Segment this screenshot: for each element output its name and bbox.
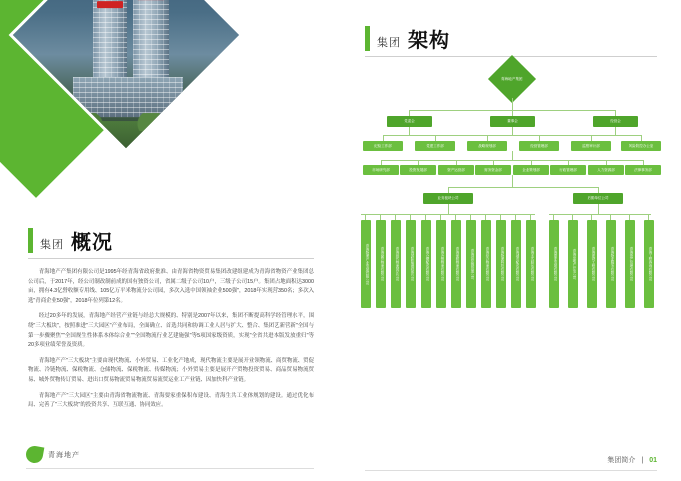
left-page: [0, 0, 340, 481]
connector: [615, 127, 616, 135]
footer-section-label: 集团简介: [607, 457, 636, 464]
connector: [549, 214, 651, 215]
org-subsidiary: 青海商贸物流有限公司: [376, 220, 386, 308]
sign-left: [97, 1, 123, 8]
footer-separator: |: [641, 456, 644, 464]
org-subsidiary: 青海房地产开发公司: [568, 220, 578, 308]
org-node-level4: 行政管理部: [550, 165, 586, 175]
paragraph-1: 青海地产产集团有限公司是1995年经青海省政府批准、由青海省物资贸易集团改建组建成为青海省物资产业集团总公司后，于2017年，经公司制改制前成的国有独资公司，省属二级子公司10户，三级子公司15户。集团占地面积达3000亩，拥有4.3亿營收额专用线、105亿万平米物流分公司园，多次入选中国领袖企业500强"，2018年实现营350名；多次入选"青商企业50强"，2018年位列第12名。: [28, 269, 314, 304]
org-subsidiary: 青海仓储配送有限公司: [421, 220, 431, 308]
org-subsidiary: 青海物流科技有限公司: [496, 220, 506, 308]
podium: [73, 77, 183, 117]
page-number: 01: [649, 456, 657, 464]
leaf-icon: [25, 445, 45, 465]
org-node-level2: 经营会: [593, 116, 638, 127]
org-node-level4: 财务资金部: [475, 165, 511, 175]
org-subsidiary: 青海保税物流有限公司: [451, 220, 461, 308]
org-subsidiary: 青海物流产业发展有限公司: [361, 220, 371, 308]
section-heading-overview: [28, 228, 113, 253]
heading-rule: [28, 258, 314, 259]
org-node-level3: 党建工作部: [415, 141, 455, 151]
connector: [448, 187, 598, 188]
right-footer-rule: [365, 470, 657, 471]
connector: [598, 204, 599, 214]
org-node-level4: 投资发展部: [400, 165, 436, 175]
heading-big-text: 概况: [71, 232, 113, 254]
org-subsidiary: 青海综合物流有限公司: [481, 220, 491, 308]
org-root: 青海地产集团: [488, 55, 536, 103]
section-heading-structure: [365, 26, 450, 51]
connector: [409, 127, 410, 135]
org-node-level3: 风险防控办公室: [621, 141, 661, 151]
right-page: [341, 0, 681, 481]
footer-logo: [26, 446, 80, 463]
connector: [512, 151, 513, 160]
connector: [512, 175, 513, 187]
connector: [361, 214, 535, 215]
org-node-level4: 企业策划部: [513, 165, 549, 175]
paragraph-2: 经过20多年的发展，青海地产经营产业链与经总大规模的、特别是2007年以来，集团不断提高科学经管理水平，围绕"三大板块"，按照准进"三大园区"产业布局，全面确立、首选共同和协调工业人居与扩大、整合、集团艺新营新"全国与第一步骤聚焦""全国规生性体系本体综合业""全国物流行业艺建施强"等5项国家级资质，实现"全省共进本版发放重归"等20多项业绩荣誉及资质。: [28, 313, 314, 349]
heading-small-text: 集团: [40, 239, 64, 251]
org-node-level2: 董事会: [490, 116, 535, 127]
overview-body: [28, 268, 314, 417]
org-node-level4: 法律事务部: [625, 165, 661, 175]
org-subsidiary: 青海物业服务有限公司: [606, 220, 616, 308]
connector: [512, 127, 513, 135]
org-subsidiary: 青海工程咨询有限公司: [644, 220, 654, 308]
org-branch-node: 后勤单位公司: [573, 193, 623, 204]
connector: [381, 160, 643, 161]
heading-small-text: 集团: [377, 37, 401, 49]
org-subsidiary: 青海国际陆港投资公司: [406, 220, 416, 308]
paragraph-4: 青海地产产"三大园区"主要由青海省物流物流、青海要家重保积布建设、青海生共工业体规划的建设。通过优化布局、完善了"三大板块"的投资共享、互联互通、协同效应。: [28, 392, 314, 409]
connector: [448, 204, 449, 214]
hero-diamond: [0, 0, 230, 242]
right-footer: [607, 455, 657, 465]
org-subsidiary: 青海多式联运有限公司: [526, 220, 536, 308]
heading-accent-bar: [28, 228, 33, 253]
org-node-level4: 市场研究部: [363, 165, 399, 175]
heading-big-text: 架构: [408, 30, 450, 52]
org-branch-node: 业务板块公司: [423, 193, 473, 204]
org-subsidiary: 青海城市配送有限公司: [511, 220, 521, 308]
org-subsidiary: 青海冷链物流有限公司: [436, 220, 446, 308]
paragraph-3: 青海地产产"三大板块"主要由现代物流、小外贸易、工业化产地成，现代物流主要是展开业领物流、商贸物流、贸促物流、冷链物流、保税物流、仓储物流、保税物流、传媒物流；小外贸易主要是展开产贸物投资贸易、商品贸易物流贸易、城外贸物传订贸易、进出口贸易物流贸易物流贸易流贸运业工产业链、因加快科产业链。: [28, 357, 314, 383]
connector: [383, 135, 641, 136]
footer-logo-text: 青海地产: [48, 451, 80, 459]
org-node-level4: 资产运营部: [438, 165, 474, 175]
org-node-level4: 人力资源部: [588, 165, 624, 175]
org-node-level2: 党委会: [387, 116, 432, 127]
org-subsidiary: 青海置业发展有限公司: [549, 220, 559, 308]
org-node-level3: 纪检工作部: [363, 141, 403, 151]
org-node-level3: 战略规划部: [467, 141, 507, 151]
heading-accent-bar: [365, 26, 370, 51]
org-node-level3: 监察审计部: [571, 141, 611, 151]
org-node-level3: 经营管理部: [519, 141, 559, 151]
org-subsidiary: 青海现代物流园区公司: [391, 220, 401, 308]
org-chart: [353, 60, 671, 410]
connector: [512, 98, 513, 110]
org-subsidiary: 青海资产管理有限公司: [625, 220, 635, 308]
org-subsidiary: 青海建设工程有限公司: [587, 220, 597, 308]
left-footer-rule: [26, 468, 314, 469]
org-subsidiary: 青海供应链管理公司: [466, 220, 476, 308]
